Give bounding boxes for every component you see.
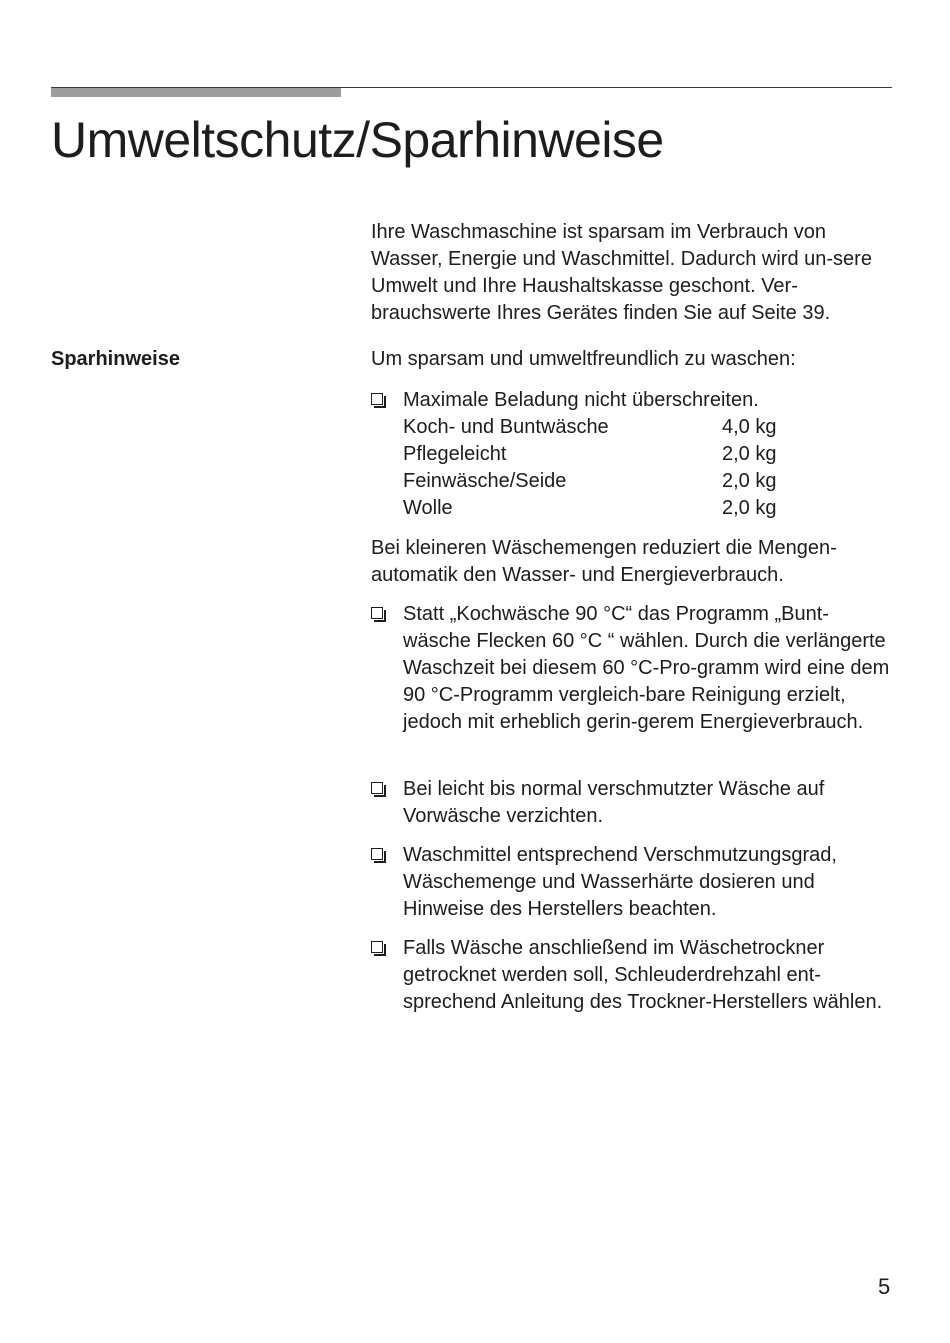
list-item-text: Bei leicht bis normal verschmutzter Wäsche auf Vorwäsche verzichten. bbox=[403, 778, 825, 827]
list-item-text: Waschmittel entsprechend Verschmutzungsgrad, Wäschemenge und Wasserhärte dosieren und Hinweise des Herstellers beachten. bbox=[403, 844, 837, 920]
list-item-text: Falls Wäsche anschließend im Wäschetrockner getrocknet werden soll, Schleuderdrehzahl ent-sprechend Anleitung des Trockner-Herstellers wählen. bbox=[403, 937, 883, 1013]
list-item-spin-speed bbox=[371, 935, 891, 1016]
load-value: 2,0 kg bbox=[722, 470, 777, 492]
list-item-detergent bbox=[371, 842, 891, 923]
checkbox-bullet-icon bbox=[371, 607, 383, 619]
load-category: Koch- und Buntwäsche bbox=[403, 416, 609, 438]
intro-paragraph: Ihre Waschmaschine ist sparsam im Verbrauch von Wasser, Energie und Waschmittel. Dadurch wird un-sere Umwelt und Ihre Haushaltskasse geschont. Ver-brauchswerte Ihres Gerätes finden Sie auf Seite 39. bbox=[371, 221, 872, 324]
load-row bbox=[403, 441, 891, 468]
mengenautomatik-paragraph: Bei kleineren Wäschemengen reduziert die Mengen-automatik den Wasser- und Energieverbrauch. bbox=[371, 537, 837, 586]
load-value: 2,0 kg bbox=[722, 443, 777, 465]
load-row bbox=[403, 414, 891, 441]
load-row bbox=[403, 468, 891, 495]
checkbox-bullet-icon bbox=[371, 941, 383, 953]
checkbox-bullet-icon bbox=[371, 782, 383, 794]
load-category: Wolle bbox=[403, 497, 453, 519]
section-heading-sparhinweise: Sparhinweise bbox=[51, 348, 180, 370]
load-category: Feinwäsche/Seide bbox=[403, 470, 567, 492]
list-item-text: Statt „Kochwäsche 90 °C“ das Programm „Bunt-wäsche Flecken 60 °C “ wählen. Durch die verlängerte Waschzeit bei diesem 60 °C-Pro-gramm wird eine dem 90 °C-Programm vergleich-bare Reinigung erzielt, jedoch mit erheblich gerin-gerem Energieverbrauch. bbox=[403, 603, 890, 733]
load-value: 4,0 kg bbox=[722, 416, 777, 438]
header-accent-bar bbox=[51, 88, 341, 97]
lead-paragraph: Um sparsam und umweltfreundlich zu waschen: bbox=[371, 348, 796, 370]
checkbox-bullet-icon bbox=[371, 393, 383, 405]
page-number: 5 bbox=[878, 1274, 891, 1299]
load-table bbox=[403, 414, 891, 522]
load-row bbox=[403, 495, 891, 522]
list-item-max-load bbox=[371, 387, 891, 522]
list-item-program-choice bbox=[371, 601, 891, 736]
list-item-prewash bbox=[371, 776, 891, 830]
checkbox-bullet-icon bbox=[371, 848, 383, 860]
load-category: Pflegeleicht bbox=[403, 443, 507, 465]
load-value: 2,0 kg bbox=[722, 497, 777, 519]
list-item-text: Maximale Beladung nicht überschreiten. bbox=[403, 389, 759, 411]
page-title: Umweltschutz/Sparhinweise bbox=[51, 112, 664, 168]
